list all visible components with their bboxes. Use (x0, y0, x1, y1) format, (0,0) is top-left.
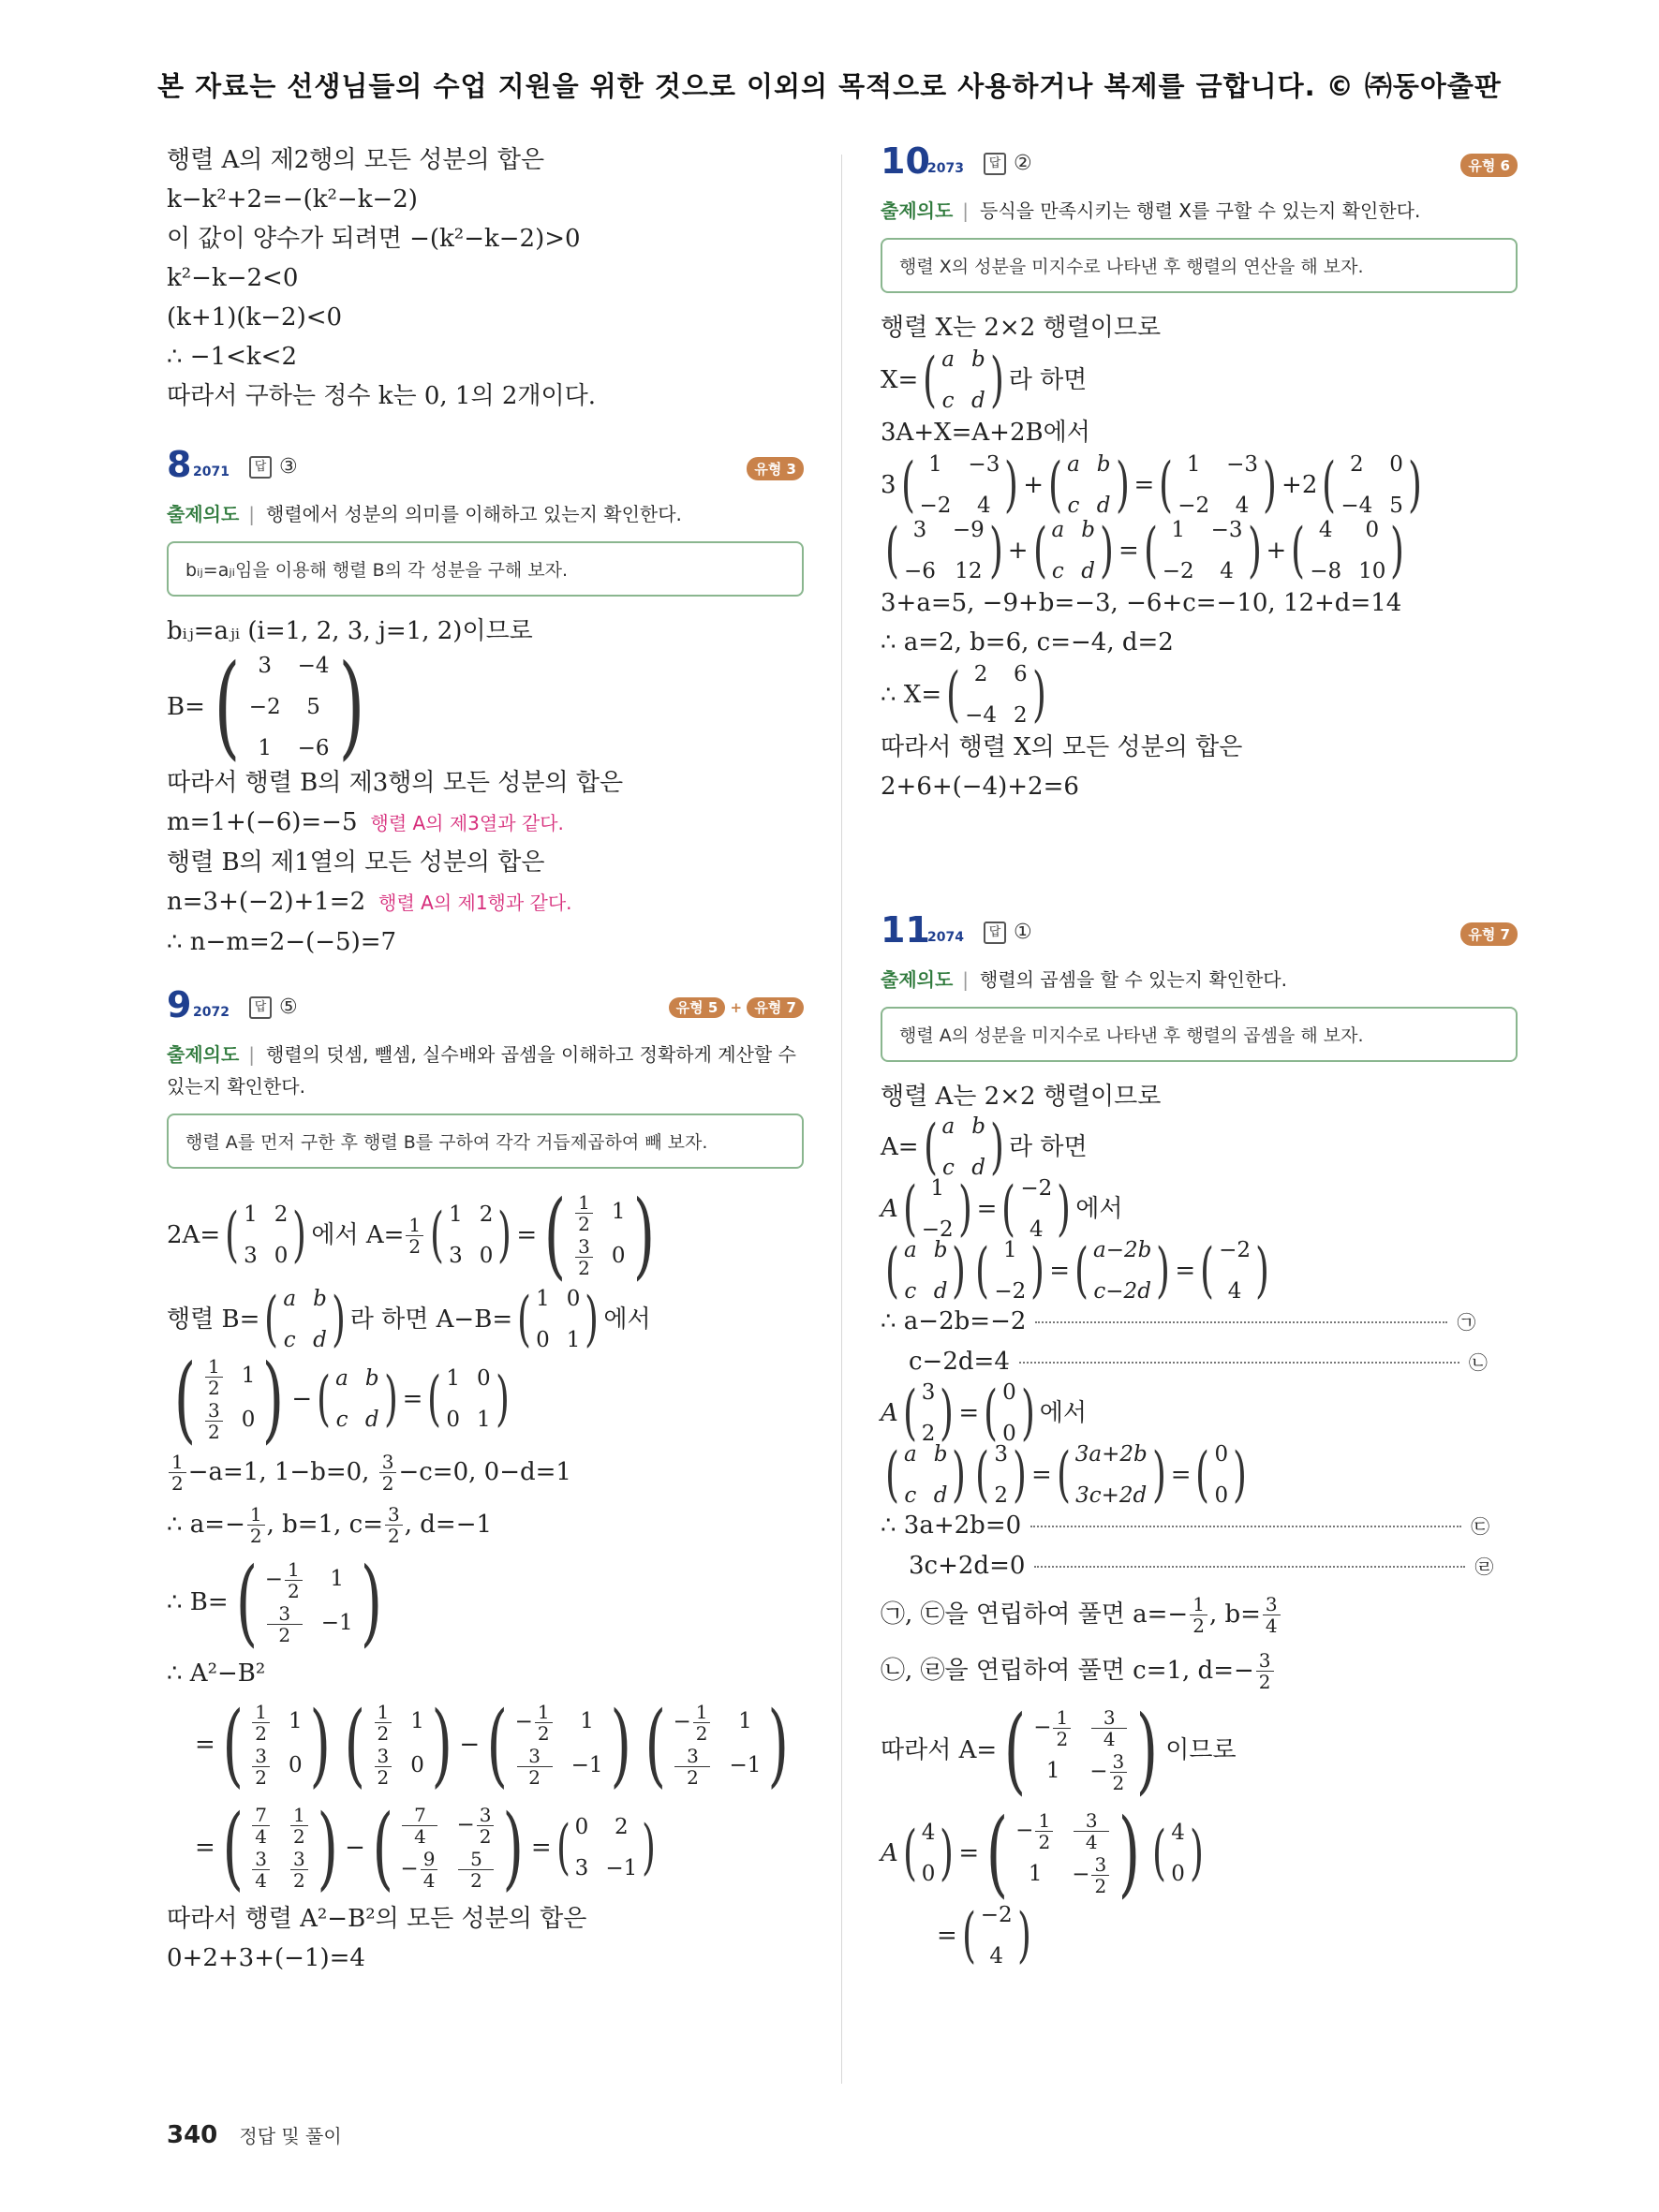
solution-line: ∴ A²−B² (167, 1659, 266, 1688)
hint-box: bᵢⱼ=aⱼᵢ임을 이용해 행렬 B의 각 성분을 구해 보자. (167, 541, 804, 597)
solution-line: 이 값이 양수가 되려면 −(k²−k−2)>0 (167, 225, 581, 253)
answer-icon: 답 (249, 996, 272, 1019)
solution-line: 따라서 구하는 정수 k는 0, 1의 2개이다. (167, 382, 597, 410)
copyright-banner: 본 자료는 선생님들의 수업 지원을 위한 것으로 이외의 목적으로 사용하거나 복제를 금합니다. © ㈜동아출판 (157, 70, 1502, 102)
matrix-cell: −2 (248, 695, 281, 719)
equation-b: 행렬 B= ( a b c d ) 라 하면 A−B= ( 1 0 0 1 ) 에서 (167, 1285, 651, 1354)
type-tag: 유형 6 (1460, 154, 1518, 177)
condition-line: 3c+2d=0 ㉣ (909, 1552, 1494, 1580)
solution-line: 따라서 행렬 A²−B²의 모든 성분의 합은 (167, 1905, 587, 1933)
condition-line: ∴ a−2b=−2 ㉠ (881, 1307, 1476, 1335)
solution-line: (k+1)(k−2)<0 (167, 303, 343, 332)
solution-line: 행렬 B의 제1열의 모든 성분의 합은 (167, 848, 545, 877)
annotation: 행렬 A의 제3열과 같다. (370, 812, 564, 834)
equation-2a: 2A= ( 1 2 3 0 ) 에서 A= $\frac{1}{2}$ ( 1 2 3 0 ) = ( $\frac{1}{2}$ 1 $\frac{3}{2}$ 0 ) (167, 1180, 655, 1290)
solution-line: 행렬 A는 2×2 행렬이므로 (881, 1083, 1162, 1111)
problem-8-header (167, 444, 804, 498)
hint-box: 행렬 X의 성분을 미지수로 나타낸 후 행렬의 연산을 해 보자. (881, 238, 1518, 293)
right-column (881, 140, 1518, 1970)
problem-number: 11 (881, 909, 930, 951)
solution-line: ∴ −1<k<2 (167, 343, 298, 371)
hint-box: 행렬 A의 성분을 미지수로 나타낸 후 행렬의 곱셈을 해 보자. (881, 1007, 1518, 1062)
condition-line: c−2d=4 ㉡ (909, 1348, 1488, 1376)
problem-code: 2073 (927, 161, 964, 176)
system-solve-1: ㉠, ㉢을 연립하여 풀면 a=− $\frac{1}{2}$ , b= $\frac{3}{4}$ (881, 1586, 1518, 1643)
answer: 답 ⑤ (249, 995, 298, 1019)
problem-10-header (881, 140, 1518, 195)
problem-code: 2071 (193, 465, 230, 479)
solution-line: n=3+(−2)+1=2 행렬 A의 제1행과 같다. (167, 888, 572, 916)
condition-line: ∴ 3a+2b=0 ㉢ (881, 1512, 1490, 1540)
matrix-cell: −6 (297, 736, 330, 760)
problem-code: 2072 (193, 1005, 230, 1020)
answer-icon: 답 (984, 922, 1006, 944)
column-divider (841, 155, 842, 2084)
type-tag: 유형 7 (1460, 922, 1518, 946)
page-footer (167, 2121, 342, 2149)
equation-a4-result: = ( −2 4 ) (937, 1901, 1031, 1970)
solution-line: ∴ n−m=2−(−5)=7 (167, 928, 397, 956)
matrix-cell: 3 (258, 654, 272, 678)
matrix-b-result: ∴ B= ( − $\frac{1}{2}$ 1 $\frac{3}{2}$ −1 ) (167, 1547, 382, 1657)
equation-entries: $\frac{1}{2}$ −a=1, 1−b=0, $\frac{3}{2}$ −c=0, 0−d=1 (167, 1446, 804, 1498)
problem-11-header (881, 909, 1518, 964)
solution-line: m=1+(−6)=−5 행렬 A의 제3열과 같다. (167, 808, 564, 836)
solution-line: 따라서 행렬 B의 제3행의 모든 성분의 합은 (167, 769, 624, 797)
solution-line: ∴ a=2, b=6, c=−4, d=2 (881, 628, 1174, 656)
equation-a2-expand: ( a b c d ) ( 3 2 ) = ( 3a+2b 3c+2d ) = ( 0 0 ) (884, 1440, 1248, 1510)
solution-line: 3A+X=A+2B에서 (881, 419, 1090, 447)
page-number: 340 (167, 2121, 218, 2149)
matrix-a-result: 따라서 A= ( − $\frac{1}{2}$ $\frac{3}{4}$ 1 − $\frac{3}{2}$ ) 이므로 (881, 1695, 1237, 1805)
solution-line: bᵢⱼ=aⱼᵢ (i=1, 2, 3, j=1, 2)이므로 (167, 617, 533, 645)
prev-solution-tail (167, 140, 804, 416)
answer: 답 ② (984, 152, 1032, 175)
matrix-cell: 1 (258, 736, 272, 760)
equation-a1-expand: ( a b c d ) ( 1 −2 ) = ( a−2b c−2d ) = ( −2 4 ) (884, 1236, 1269, 1305)
matrix-cell: −4 (297, 654, 330, 678)
equation-squares: = ( $\frac{1}{2}$ 1 $\frac{3}{2}$ 0 ) ( $\frac{1}{2}$ 1 $\frac{3}{2}$ 0 ) − ( − $\frac{1}{2}$ 1 $\frac{3}{2}$ −1 ) ( − $\frac{1}{2}$ 1 $\frac{3}{2}$ −1 ) (195, 1692, 790, 1797)
answer: 답 ③ (249, 455, 298, 479)
solution-line: k²−k−2<0 (167, 264, 299, 292)
problem-code: 2074 (927, 930, 964, 945)
annotation: 행렬 A의 제1행과 같다. (378, 892, 572, 914)
matrix-cell: 5 (306, 695, 320, 719)
answer-icon: 답 (249, 456, 272, 479)
equation-values: ∴ a=− $\frac{1}{2}$ , b=1, c= $\frac{3}{2}$ , d=−1 (167, 1502, 493, 1547)
equation-a1: A ( 1 −2 ) = ( −2 4 ) 에서 (881, 1174, 1123, 1244)
page-title: 정답 및 풀이 (239, 2125, 342, 2147)
problem-number: 9 (167, 984, 192, 1025)
equation-a4: A ( 4 0 ) = ( − $\frac{1}{2}$ $\frac{3}{4}$ 1 − $\frac{3}{2}$ ) ( 4 0 ) (881, 1798, 1204, 1908)
answer-icon: 답 (984, 153, 1006, 175)
equation-3a: 3 ( 1 −3 −2 4 ) + ( a b c d ) = ( 1 −3 −2 4 ) +2 ( 2 0 −4 5 ) (881, 450, 1422, 520)
answer: 답 ① (984, 921, 1032, 944)
matrix-x-result: ∴ X= ( 2 6 −4 2 ) (881, 660, 1046, 730)
left-column (167, 140, 804, 1978)
matrix-b: ( 3 −4 −2 5 1 −6 ) (214, 641, 365, 772)
intent: 출제의도 | 등식을 만족시키는 행렬 X를 구할 수 있는지 확인한다. (881, 199, 1421, 222)
solution-line: 2+6+(−4)+2=6 (881, 773, 1079, 801)
solution-line: k−k²+2=−(k²−k−2) (167, 185, 418, 214)
equation-expanded: ( 3 −9 −6 12 ) + ( a b c d ) = ( 1 −3 −2 4 ) + ( 4 0 −8 10 ) (884, 516, 1405, 585)
matrix-a-def: A= ( a b c d ) 라 하면 (881, 1113, 1088, 1182)
system-solve-2: ㉡, ㉣을 연립하여 풀면 c=1, d=− $\frac{3}{2}$ (881, 1643, 1518, 1699)
solution-line: 행렬 A의 제2행의 모든 성분의 합은 (167, 146, 545, 174)
type-tags: 유형 5 + 유형 7 (669, 997, 804, 1017)
solution-line: 3+a=5, −9+b=−3, −6+c=−10, 12+d=14 (881, 589, 1402, 617)
equation-result: = ( $\frac{7}{4}$ $\frac{1}{2}$ $\frac{3}{4}$ $\frac{3}{2}$ ) − ( $\frac{7}{4}$ − $\frac{3}{2}$ − $\frac{9}{4}$ $\frac{5}{2}$ ) = ( 0 2 3 −1 ) (195, 1795, 657, 1900)
matrix-b-line: B= ( 3 −4 −2 5 1 −6 ) (167, 651, 804, 763)
matrix-x-def: X= ( a b c d ) 라 하면 (881, 346, 1088, 415)
solution-line: 0+2+3+(−1)=4 (167, 1944, 365, 1972)
problem-number: 8 (167, 444, 192, 485)
intent: 출제의도 | 행렬에서 성분의 의미를 이해하고 있는지 확인한다. (167, 503, 682, 525)
type-tag: 유형 3 (747, 457, 804, 480)
intent: 출제의도 | 행렬의 덧셈, 뺄셈, 실수배와 곱셈을 이해하고 정확하게 계산할 수 있는지 확인한다. (167, 1043, 796, 1098)
solution-line: 따라서 행렬 X의 모든 성분의 합은 (881, 733, 1243, 761)
problem-9-header (167, 984, 804, 1039)
solution-line: 행렬 X는 2×2 행렬이므로 (881, 314, 1162, 342)
hint-box: 행렬 A를 먼저 구한 후 행렬 B를 구하여 각각 거듭제곱하여 빼 보자. (167, 1113, 804, 1169)
equation-a2: A ( 3 2 ) = ( 0 0 ) 에서 (881, 1379, 1087, 1448)
intent: 출제의도 | 행렬의 곱셈을 할 수 있는지 확인한다. (881, 968, 1287, 991)
equation-sub: ( $\frac{1}{2}$ 1 $\frac{3}{2}$ 0 ) − ( a b c d ) = ( 1 0 0 1 ) (173, 1344, 510, 1453)
problem-number: 10 (881, 140, 930, 182)
